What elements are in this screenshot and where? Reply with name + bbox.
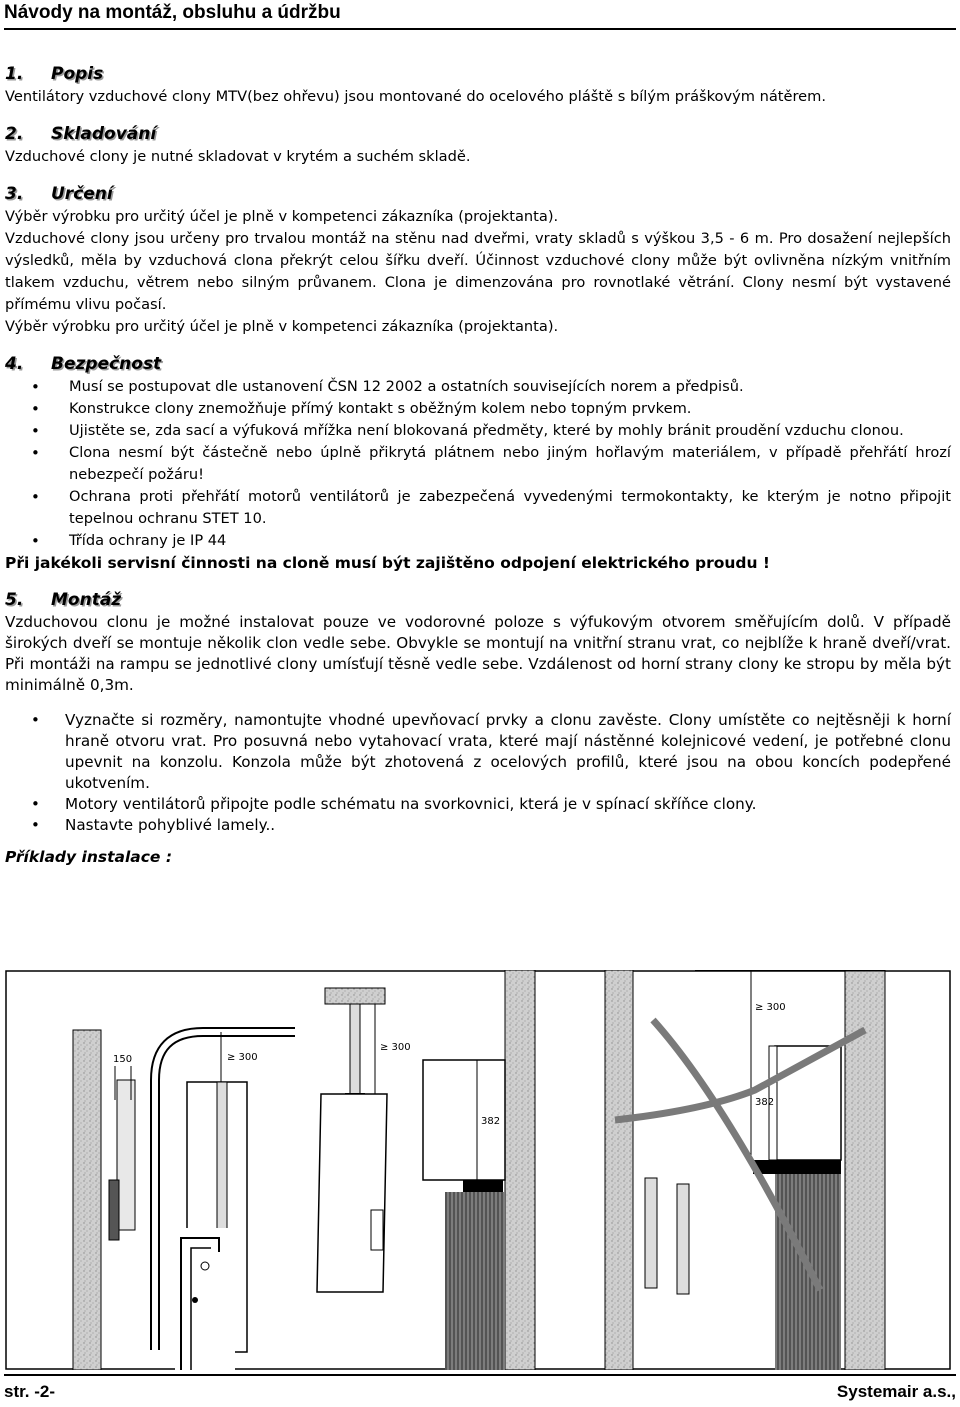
page-footer: [4, 1374, 956, 1407]
dim-label: ≥ 300: [227, 1052, 258, 1063]
montaz-text: Vzduchovou clonu je možné instalovat pouze ve vodorovné poloze s výfukovým otvorem směřujícím dolů. V případě širokých dveří se montuje několik clon vedle sebe. Obvykle se montují na vnitřní stranu vrat, co nejblíže k hraně dveří/vrat. Při montáži na rampu se jednotlivé clony umísťují těsně vedle sebe. Vzdálenost od horní strany clony ke stropu by měla být minimálně 0,3m.: [5, 613, 951, 694]
urceni-p2: Vzduchové clony jsou určeny pro trvalou montáž na stěnu nad dveřmi, vraty skladů s výškou 3,5 - 6 m. Pro dosažení nejlepších výsledků, měla by vzduchová clona překrýt celou šířku dveří. Účinnost vzduchové clony může být ovlivněna nízkým vnitřním tlakem vzduchu, větrem nebo silným průvanem. Clona je dimenzována pro rovnotlaké větrání. Clony nesmí být vystavené přímému vlivu počasí.: [5, 230, 951, 313]
list-item: • Musí se postupovat dle ustanovení ČSN 12 2002 a ostatních souvisejících norem a předpisů.: [5, 376, 951, 398]
heading-urceni: 3. Určení: [5, 184, 113, 204]
company-name: Systemair a.s.,: [836, 1382, 956, 1401]
dim-label: ≥ 300: [380, 1042, 411, 1053]
dim-label: 382: [755, 1097, 775, 1108]
hanging-strip: [677, 1184, 689, 1294]
heading-skladovani: 2. Skladování: [5, 124, 157, 144]
list-item: • Třída ochrany je IP 44: [5, 530, 951, 552]
list-item: • Vyznačte si rozměry, namontujte vhodné upevňovací prvky a clonu zavěste. Clony umístěte co nejtěsněji k horní hraně otvoru vrat. Pro posuvná nebo vytahovací vrata, které mají nástěnné kolejnicové vedení, je potřebné clonu upevnit na konzolu. Konzola může být zhotovená z ocelových profilů, které jsou na obou koncích podepřené ukotvením.: [5, 710, 951, 794]
list-item: • Ochrana proti přehřátí motorů ventilátorů je zabezpečená vyvedenými termokontakty, ke kterým je notno připojit tepelnou ochranu STET 10.: [5, 486, 951, 530]
curtain-unit: [317, 1094, 387, 1292]
airflow: [445, 1192, 505, 1370]
wall-middle: [505, 970, 535, 1370]
urceni-p3: Výběr výrobku pro určitý účel je plně v kompetenci zákazníka (projektanta).: [5, 318, 559, 335]
hanger-rod: [350, 1004, 360, 1094]
safety-list: [5, 376, 951, 552]
dim-label: 150: [113, 1054, 133, 1065]
list-item: • Ujistěte se, zda sací a výfuková mřížka není blokovaná předměty, které by mohly bránit proudění vzduchu clonou.: [5, 420, 951, 442]
page-header: [4, 0, 956, 30]
outlet-grille: [753, 1160, 841, 1174]
wall-right: [605, 970, 633, 1370]
examples-title: Příklady instalace :: [5, 848, 173, 866]
heading-montaz: 5. Montáž: [5, 590, 122, 610]
installation-figure: [5, 970, 951, 1370]
page-number: str. -2-: [4, 1382, 56, 1401]
safety-warning: Při jakékoli servisní činnosti na cloně musí být zajištěno odpojení elektrického proudu !: [5, 554, 770, 572]
dim-label: 382: [481, 1116, 501, 1127]
list-item: • Konstrukce clony znemožňuje přímý kontakt s oběžným kolem nebo topným prvkem.: [5, 398, 951, 420]
dim-label: ≥ 300: [755, 1002, 786, 1013]
list-item: • Clona nesmí být částečně nebo úplně přikrytá plátnem nebo jiným hořlavým materiálem, v případě přehřátí hrozí nebezpečí požáru!: [5, 442, 951, 486]
ceiling: [325, 988, 385, 1004]
list-item: • Nastavte pohyblivé lamely..: [5, 815, 951, 836]
detail-inset: [175, 1228, 235, 1370]
montaz-list: [5, 710, 951, 836]
outlet-grille: [463, 1180, 503, 1192]
heading-popis: 1. Popis: [5, 64, 104, 84]
urceni-p1: Výběr výrobku pro určitý účel je plně v kompetenci zákazníka (projektanta).: [5, 208, 559, 225]
bracket: [117, 1080, 135, 1230]
hanging-strip: [645, 1178, 657, 1288]
montaz-body: [5, 612, 951, 836]
heading-bezpecnost: 4. Bezpečnost: [5, 354, 162, 374]
popis-text: Ventilátory vzduchové clony MTV(bez ohřevu) jsou montované do ocelového pláště s bílým práškovým nátěrem.: [5, 88, 827, 105]
wall-left: [73, 1030, 101, 1370]
skladovani-text: Vzduchové clony je nutné skladovat v krytém a suchém skladě.: [5, 148, 471, 165]
document-body: [5, 62, 951, 868]
document-title: Návody na montáž, obsluhu a údržbu: [4, 2, 341, 23]
list-item: • Motory ventilátorů připojte podle schématu na svorkovnici, která je v spínací skříňce clony.: [5, 794, 951, 815]
